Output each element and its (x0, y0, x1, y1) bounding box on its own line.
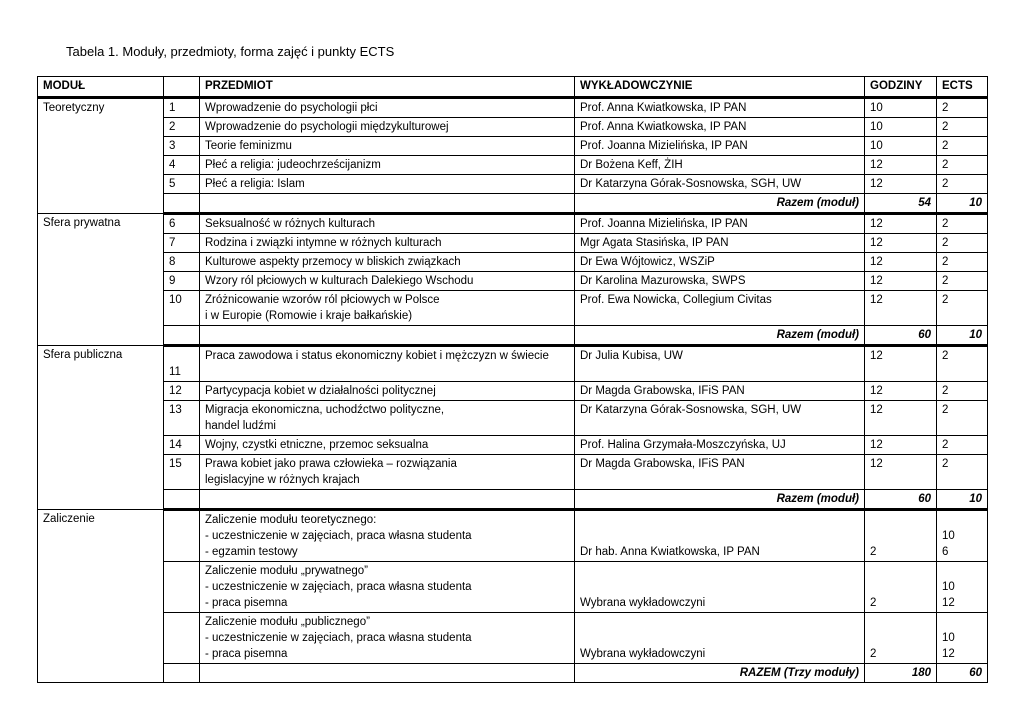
row-number (164, 326, 200, 346)
lecturer: Prof. Anna Kwiatkowska, IP PAN (575, 98, 865, 118)
course-name: Wojny, czystki etniczne, przemoc seksualna (200, 436, 575, 455)
hours: 12 (865, 382, 937, 401)
ects-points: 2 (937, 175, 988, 194)
hours: 12 (865, 401, 937, 436)
ects-points: 2 (937, 156, 988, 175)
table-row (38, 137, 988, 156)
ects-points: 2 (937, 346, 988, 382)
row-number (164, 194, 200, 214)
lecturer: Dr Julia Kubisa, UW (575, 346, 865, 382)
lecturer: Prof. Halina Grzymała-Moszczyńska, UJ (575, 436, 865, 455)
lecturer: Dr Katarzyna Górak-Sosnowska, SGH, UW (575, 401, 865, 436)
lecturer: Prof. Anna Kwiatkowska, IP PAN (575, 118, 865, 137)
hours: 12 (865, 175, 937, 194)
ects-points: 2 (937, 137, 988, 156)
header-wykladowcy: WYKŁADOWCZYNIE (575, 77, 865, 98)
total-ects: 10 (937, 490, 988, 510)
row-number: 3 (164, 137, 200, 156)
total-hours: 54 (865, 194, 937, 214)
total-label: Razem (moduł) (575, 194, 865, 214)
total-label: Razem (moduł) (575, 326, 865, 346)
row-number: 9 (164, 272, 200, 291)
module-name: Teoretyczny (38, 98, 164, 214)
row-number (164, 510, 200, 562)
course-name (200, 664, 575, 683)
table-row (38, 175, 988, 194)
hours: 12 (865, 436, 937, 455)
course-name: Zaliczenie modułu „prywatnego” - uczestniczenie w zajęciach, praca własna studenta - praca pisemna (200, 562, 575, 613)
course-name: Wzory ról płciowych w kulturach Dalekiego Wschodu (200, 272, 575, 291)
row-number: 14 (164, 436, 200, 455)
row-number: 13 (164, 401, 200, 436)
header-row (38, 77, 988, 98)
course-name: Seksualność w różnych kulturach (200, 214, 575, 234)
module-name: Zaliczenie (38, 510, 164, 683)
row-number: 1 (164, 98, 200, 118)
lecturer: Prof. Ewa Nowicka, Collegium Civitas (575, 291, 865, 326)
hours: 2 (865, 510, 937, 562)
table-row (38, 234, 988, 253)
header-ects: ECTS (937, 77, 988, 98)
lecturer: Dr Katarzyna Górak-Sosnowska, SGH, UW (575, 175, 865, 194)
hours: 2 (865, 562, 937, 613)
header-przedmiot: PRZEDMIOT (200, 77, 575, 98)
lecturer: Dr Magda Grabowska, IFiS PAN (575, 382, 865, 401)
total-hours: 60 (865, 326, 937, 346)
course-name: Rodzina i związki intymne w różnych kulturach (200, 234, 575, 253)
total-label: Razem (moduł) (575, 490, 865, 510)
course-name: Partycypacja kobiet w działalności politycznej (200, 382, 575, 401)
course-name: Zróżnicowanie wzorów ról płciowych w Polsce i w Europie (Romowie i kraje bałkańskie) (200, 291, 575, 326)
lecturer: Prof. Joanna Mizielińska, IP PAN (575, 214, 865, 234)
course-name: Płeć a religia: Islam (200, 175, 575, 194)
course-name: Kulturowe aspekty przemocy w bliskich związkach (200, 253, 575, 272)
ects-points: 10 12 (937, 613, 988, 664)
table-row (38, 562, 988, 613)
table-row (38, 613, 988, 664)
lecturer: Dr Karolina Mazurowska, SWPS (575, 272, 865, 291)
row-number (164, 562, 200, 613)
ects-points: 2 (937, 214, 988, 234)
total-hours: 180 (865, 664, 937, 683)
course-name: Migracja ekonomiczna, uchodźctwo polityczne, handel ludźmi (200, 401, 575, 436)
course-name (200, 326, 575, 346)
total-ects: 10 (937, 326, 988, 346)
ects-points: 2 (937, 118, 988, 137)
hours: 12 (865, 234, 937, 253)
hours: 12 (865, 346, 937, 382)
course-name (200, 194, 575, 214)
module-total-row (38, 194, 988, 214)
total-ects: 10 (937, 194, 988, 214)
lecturer: Wybrana wykładowczyni (575, 562, 865, 613)
row-number (164, 664, 200, 683)
row-number: 6 (164, 214, 200, 234)
lecturer: Dr hab. Anna Kwiatkowska, IP PAN (575, 510, 865, 562)
row-number (164, 613, 200, 664)
module-name: Sfera publiczna (38, 346, 164, 510)
lecturer: Dr Magda Grabowska, IFiS PAN (575, 455, 865, 490)
table-row (38, 98, 988, 118)
course-name (200, 490, 575, 510)
row-number: 11 (164, 346, 200, 382)
grand-total-row (38, 664, 988, 683)
table-row (38, 382, 988, 401)
lecturer: Wybrana wykładowczyni (575, 613, 865, 664)
course-name: Praca zawodowa i status ekonomiczny kobiet i mężczyzn w świecie (200, 346, 575, 382)
ects-points: 2 (937, 382, 988, 401)
lecturer: Prof. Joanna Mizielińska, IP PAN (575, 137, 865, 156)
ects-table (37, 76, 988, 683)
table-row (38, 118, 988, 137)
table-row (38, 291, 988, 326)
row-number: 10 (164, 291, 200, 326)
table-row (38, 253, 988, 272)
hours: 12 (865, 291, 937, 326)
ects-points: 2 (937, 253, 988, 272)
table-caption: Tabela 1. Moduły, przedmioty, forma zajęć i punkty ECTS (66, 44, 395, 59)
ects-points: 2 (937, 98, 988, 118)
ects-points: 2 (937, 401, 988, 436)
hours: 12 (865, 253, 937, 272)
hours: 12 (865, 156, 937, 175)
hours: 12 (865, 272, 937, 291)
lecturer: Mgr Agata Stasińska, IP PAN (575, 234, 865, 253)
row-number: 5 (164, 175, 200, 194)
course-name: Wprowadzenie do psychologii międzykulturowej (200, 118, 575, 137)
lecturer: Dr Ewa Wójtowicz, WSZiP (575, 253, 865, 272)
table-row (38, 436, 988, 455)
table-row (38, 346, 988, 382)
total-hours: 60 (865, 490, 937, 510)
ects-points: 2 (937, 234, 988, 253)
course-name: Teorie feminizmu (200, 137, 575, 156)
row-number: 4 (164, 156, 200, 175)
header-lp (164, 77, 200, 98)
hours: 2 (865, 613, 937, 664)
row-number (164, 490, 200, 510)
ects-points: 10 6 (937, 510, 988, 562)
course-name: Prawa kobiet jako prawa człowieka – rozwiązania legislacyjne w różnych krajach (200, 455, 575, 490)
row-number: 2 (164, 118, 200, 137)
table-row (38, 455, 988, 490)
table-row (38, 510, 988, 562)
ects-points: 2 (937, 455, 988, 490)
ects-points: 2 (937, 272, 988, 291)
table-row (38, 156, 988, 175)
ects-points: 2 (937, 436, 988, 455)
hours: 12 (865, 455, 937, 490)
row-number: 7 (164, 234, 200, 253)
course-name: Wprowadzenie do psychologii płci (200, 98, 575, 118)
module-name: Sfera prywatna (38, 214, 164, 346)
table-row (38, 272, 988, 291)
total-label: RAZEM (Trzy moduły) (575, 664, 865, 683)
hours: 10 (865, 98, 937, 118)
header-modul: MODUŁ (38, 77, 164, 98)
header-godziny: GODZINY (865, 77, 937, 98)
hours: 12 (865, 214, 937, 234)
course-name: Płeć a religia: judeochrześcijanizm (200, 156, 575, 175)
module-total-row (38, 326, 988, 346)
row-number: 8 (164, 253, 200, 272)
row-number: 12 (164, 382, 200, 401)
ects-points: 2 (937, 291, 988, 326)
hours: 10 (865, 118, 937, 137)
hours: 10 (865, 137, 937, 156)
table-row (38, 401, 988, 436)
course-name: Zaliczenie modułu „publicznego” - uczestniczenie w zajęciach, praca własna studenta - praca pisemna (200, 613, 575, 664)
module-total-row (38, 490, 988, 510)
total-ects: 60 (937, 664, 988, 683)
ects-points: 10 12 (937, 562, 988, 613)
lecturer: Dr Bożena Keff, ŻIH (575, 156, 865, 175)
course-name: Zaliczenie modułu teoretycznego: - uczestniczenie w zajęciach, praca własna studenta - egzamin testowy (200, 510, 575, 562)
table-row (38, 214, 988, 234)
row-number: 15 (164, 455, 200, 490)
